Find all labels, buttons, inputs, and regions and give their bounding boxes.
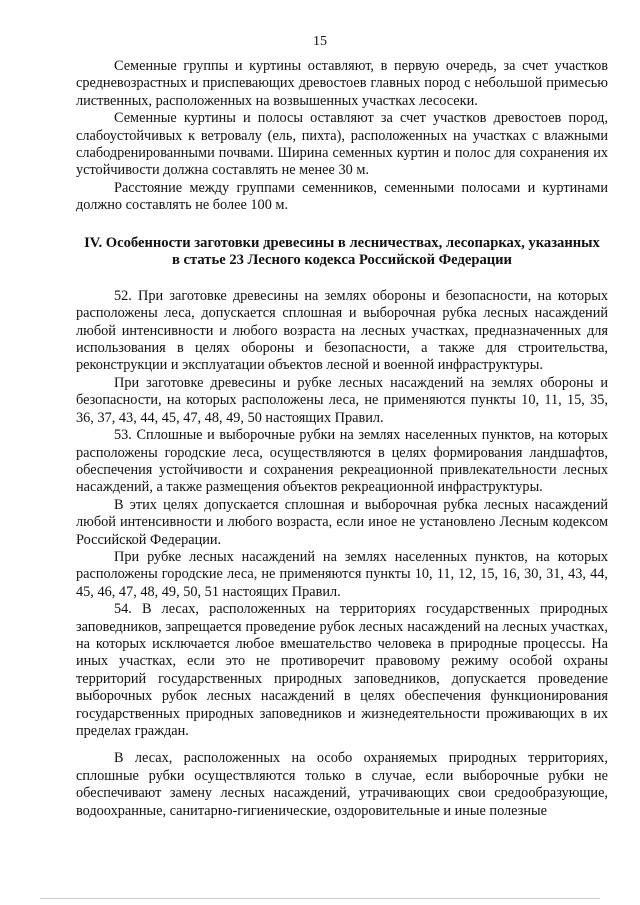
section-heading: IV. Особенности заготовки древесины в лесничествах, лесопарках, указанных в статье 23 Лесного кодекса Российской Федерации: [84, 234, 600, 269]
page-number: 15: [313, 34, 327, 49]
scan-edge-line: [40, 898, 600, 899]
paragraph: 53. Сплошные и выборочные рубки на землях населенных пунктов, на которых расположены городские леса, осуществляются в целях формирования ландшафтов, обеспечения устойчивости и сохранения рекреационной привлекательности лесных насаждений, а также размещения объектов рекреационной инфраструктуры.: [76, 427, 608, 496]
paragraph: В этих целях допускается сплошная и выборочная рубка лесных насаждений любой интенсивности и любого возраста, если иное не установлено Лесным кодексом Российской Федерации.: [76, 496, 608, 548]
paragraph: При заготовке древесины и рубке лесных насаждений на землях обороны и безопасности, на которых расположены леса, не применяются пункты 10, 11, 15, 35, 36, 37, 43, 44, 45, 47, 48, 49, 50 настоящих Правил.: [76, 374, 608, 426]
paragraph: 54. В лесах, расположенных на территориях государственных природных заповедников, запрещается проведение рубок лесных насаждений на лесных участках, на которых исключается любое вмешательство человека в природные процессы. На иных участках, если это не противоречит правовому режиму особой охраны территорий государственных природных заповедников, допускается проведение выборочных рубок лесных насаждений в целях обеспечения функционирования государственных природных заповедников и жизнедеятельности проживающих в их пределах граждан.: [76, 601, 608, 739]
paragraph: При рубке лесных насаждений на землях населенных пунктов, на которых расположены городские леса, не применяются пункты 10, 11, 12, 15, 16, 30, 31, 43, 44, 45, 46, 47, 48, 49, 50, 51 настоящих Правил.: [76, 548, 608, 600]
paragraph: Расстояние между группами семенников, семенными полосами и куртинами должно составлять не более 100 м.: [76, 179, 608, 214]
document-body: [76, 58, 608, 820]
paragraph: 52. При заготовке древесины на землях обороны и безопасности, на которых расположены леса, допускается сплошная и выборочная рубка лесных насаждений любой интенсивности и любого возраста на лесных участках, предназначенных для использования в целях обороны и безопасности, а также для строительства, реконструкции и эксплуатации объектов лесной и военной инфраструктуры.: [76, 287, 608, 374]
paragraph: В лесах, расположенных на особо охраняемых природных территориях, сплошные рубки осуществляются только в случае, если выборочные рубки не обеспечивают замену лесных насаждений, утрачивающих свои средообразующие, водоохранные, санитарно-гигиенические, оздоровительные и иные полезные: [76, 750, 608, 819]
paragraph: Семенные группы и куртины оставляют, в первую очередь, за счет участков средневозрастных и приспевающих древостоев главных пород с небольшой примесью лиственных, расположенных на возвышенных участках лесосеки.: [76, 58, 608, 109]
paragraph: Семенные куртины и полосы оставляют за счет участков древостоев пород, слабоустойчивых к ветровалу (ель, пихта), расположенных на участках с влажными слабодренированными почвами. Ширина семенных куртин и полос для сохранения их устойчивости должна составлять не менее 30 м.: [76, 110, 608, 179]
